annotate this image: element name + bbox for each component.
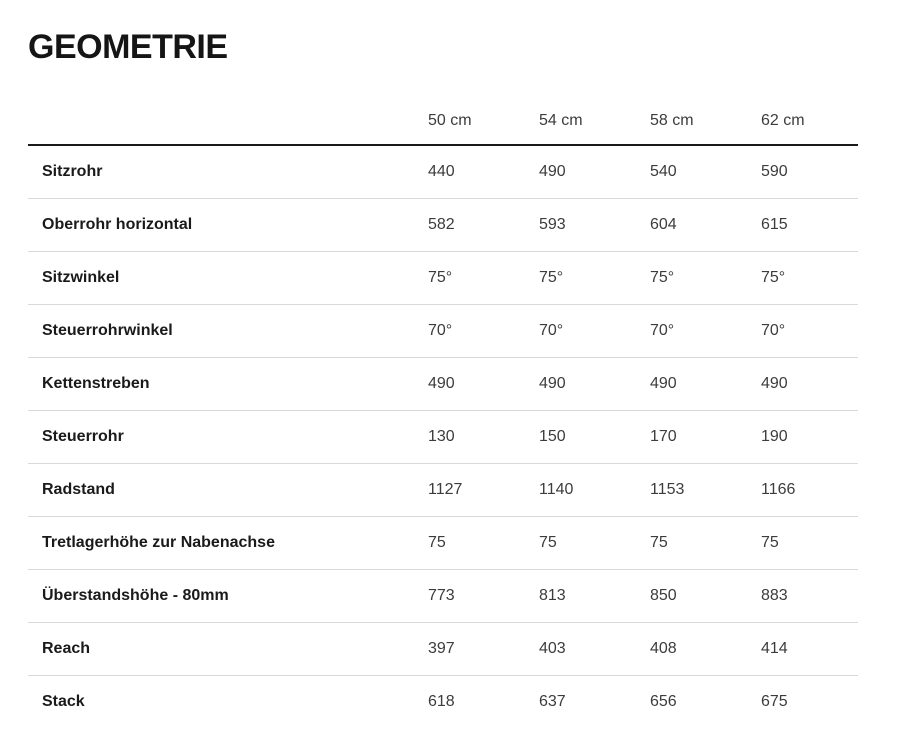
table-row xyxy=(28,622,858,675)
header-size-62: 62 cm xyxy=(761,112,858,145)
header-size-54: 54 cm xyxy=(539,112,650,145)
cell-value: 593 xyxy=(539,215,566,233)
cell-value: 883 xyxy=(761,586,788,604)
table-header-row xyxy=(28,112,858,145)
cell-value: 590 xyxy=(761,162,788,180)
row-label: Steuerrohr xyxy=(42,427,124,445)
header-size-58: 58 cm xyxy=(650,112,761,145)
cell-value: 540 xyxy=(650,162,677,180)
cell-value: 1153 xyxy=(650,480,685,498)
row-label: Radstand xyxy=(42,480,115,498)
table-row xyxy=(28,463,858,516)
cell-value: 615 xyxy=(761,215,788,233)
cell-value: 70° xyxy=(428,321,453,339)
cell-value: 397 xyxy=(428,639,455,657)
cell-value: 70° xyxy=(650,321,675,339)
table-row xyxy=(28,304,858,357)
cell-value: 150 xyxy=(539,427,566,445)
cell-value: 190 xyxy=(761,427,788,445)
cell-value: 75° xyxy=(761,268,786,286)
table-row xyxy=(28,198,858,251)
cell-value: 675 xyxy=(761,692,788,710)
cell-value: 490 xyxy=(650,374,677,392)
cell-value: 582 xyxy=(428,215,455,233)
cell-value: 490 xyxy=(539,374,566,392)
row-label: Kettenstreben xyxy=(42,374,150,392)
cell-value: 490 xyxy=(428,374,455,392)
row-label: Tretlagerhöhe zur Nabenachse xyxy=(42,533,275,551)
cell-value: 604 xyxy=(650,215,677,233)
cell-value: 850 xyxy=(650,586,677,604)
cell-value: 75 xyxy=(428,533,446,551)
table-row xyxy=(28,516,858,569)
cell-value: 130 xyxy=(428,427,455,445)
cell-value: 1166 xyxy=(761,480,796,498)
cell-value: 75° xyxy=(650,268,675,286)
cell-value: 75 xyxy=(761,533,779,551)
table-row xyxy=(28,569,858,622)
table-row xyxy=(28,357,858,410)
table-row xyxy=(28,675,858,728)
cell-value: 637 xyxy=(539,692,566,710)
cell-value: 75 xyxy=(539,533,557,551)
header-size-50: 50 cm xyxy=(428,112,539,145)
cell-value: 414 xyxy=(761,639,788,657)
row-label: Sitzwinkel xyxy=(42,268,120,286)
cell-value: 75° xyxy=(428,268,453,286)
cell-value: 813 xyxy=(539,586,566,604)
table-row xyxy=(28,251,858,304)
cell-value: 440 xyxy=(428,162,455,180)
row-label: Sitzrohr xyxy=(42,162,103,180)
row-label: Stack xyxy=(42,692,85,710)
cell-value: 656 xyxy=(650,692,677,710)
row-label: Steuerrohrwinkel xyxy=(42,321,173,339)
cell-value: 1140 xyxy=(539,480,574,498)
cell-value: 70° xyxy=(539,321,564,339)
table-row xyxy=(28,145,858,199)
row-label: Reach xyxy=(42,639,91,657)
header-empty-cell xyxy=(28,112,428,145)
cell-value: 773 xyxy=(428,586,455,604)
table-row xyxy=(28,410,858,463)
cell-value: 170 xyxy=(650,427,677,445)
row-label: Überstandshöhe - 80mm xyxy=(42,586,229,604)
cell-value: 618 xyxy=(428,692,455,710)
cell-value: 75° xyxy=(539,268,564,286)
page-title: GEOMETRIE xyxy=(28,28,228,66)
geometry-table xyxy=(28,112,858,728)
cell-value: 490 xyxy=(761,374,788,392)
row-label: Oberrohr horizontal xyxy=(42,215,193,233)
cell-value: 75 xyxy=(650,533,668,551)
cell-value: 70° xyxy=(761,321,786,339)
cell-value: 490 xyxy=(539,162,566,180)
cell-value: 408 xyxy=(650,639,677,657)
cell-value: 403 xyxy=(539,639,566,657)
cell-value: 1127 xyxy=(428,480,463,498)
